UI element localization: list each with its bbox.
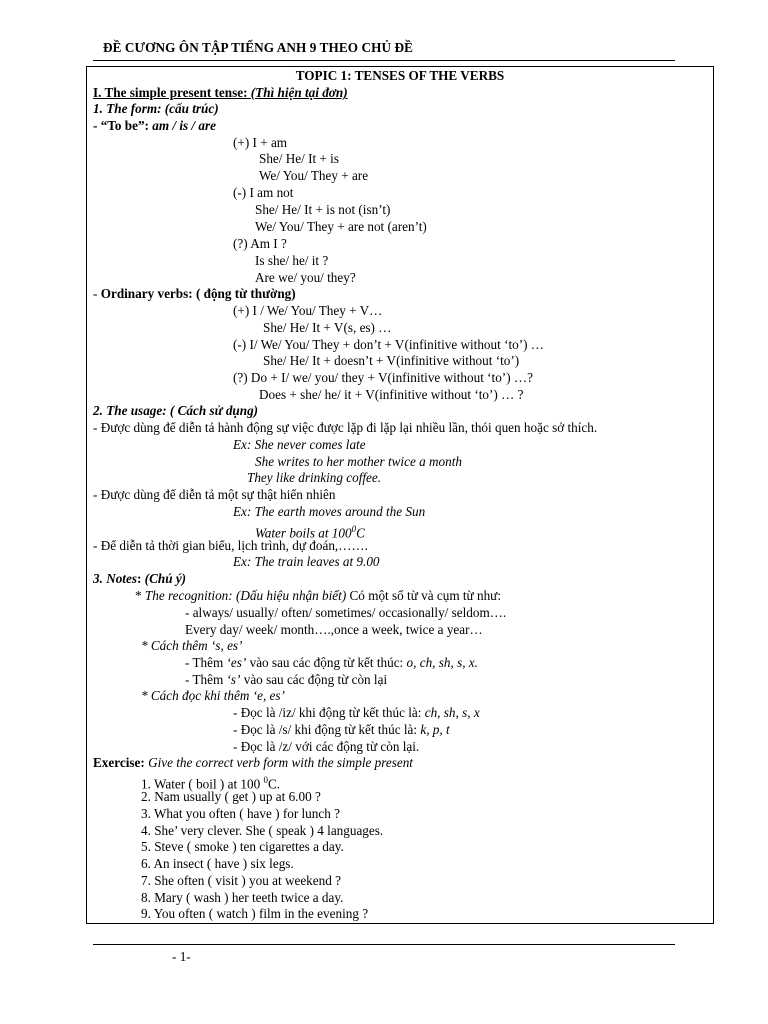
pronunciation-rule (233, 705, 480, 721)
rule-pre: - Thêm (185, 655, 227, 670)
ordinary-line: She/ He/ It + doesn’t + V(infinitive without ‘to’) (263, 353, 520, 368)
exercise-heading (93, 755, 413, 771)
ordinary-label (93, 286, 296, 302)
rule-pre: - Đọc là /s/ khi động từ kết thúc là: (233, 722, 421, 737)
exercise-item: 4. She’ very clever. She ( speak ) 4 languages. (141, 823, 384, 838)
tobe-line: She/ He/ It + is (259, 151, 339, 166)
usage-heading: 2. The usage: ( Cách sử dụng) (93, 403, 259, 418)
recognition-text: Có một số từ và cụm từ như: (346, 588, 501, 603)
ex-text: : The train leaves at 9.00 (246, 554, 380, 569)
ex-text: Water boils at 100 (255, 525, 352, 541)
usage-point-3: - Để diễn tả thời gian biểu, lịch trình, dự đoán,……. (93, 538, 368, 553)
tobe-forms: am / is / are (152, 118, 216, 133)
ex-prefix: Ex (233, 437, 247, 452)
ex-text: : She never comes late (246, 437, 366, 452)
notes-heading-text: 3. Notes (93, 571, 137, 586)
header-rule (93, 60, 675, 61)
exercise-item: 6. An insect ( have ) six legs. (141, 856, 294, 871)
usage-example (233, 437, 366, 453)
usage-example: She writes to her mother twice a month (255, 454, 462, 469)
rule-mid: vào sau các động từ kết thúc: (246, 655, 407, 670)
notes-heading (93, 571, 186, 587)
recognition-label: The recognition: (Dấu hiệu nhận biết) (144, 588, 347, 603)
exercise-item: 8. Mary ( wash ) her teeth twice a day. (141, 890, 344, 905)
tobe-label-text: - “To be”: (93, 118, 153, 133)
degree-sup: 0 (263, 775, 268, 785)
exercise-instruction: Give the correct verb form with the simple present (144, 755, 413, 770)
rule-pre: - Đọc là /iz/ khi động từ kết thúc là: (233, 705, 425, 720)
tobe-line: (-) I am not (233, 185, 294, 200)
topic-title: TOPIC 1: TENSES OF THE VERBS (295, 68, 505, 83)
recognition-line (135, 588, 501, 604)
exercise-item: 9. You often ( watch ) film in the evening ? (141, 906, 369, 921)
footer-rule (93, 944, 675, 945)
rule-endings: ch, sh, s, x (424, 705, 480, 720)
ordinary-line: Does + she/ he/ it + V(infinitive without ‘to’) … ? (259, 387, 524, 402)
form-heading: 1. The form: (cấu trúc) (93, 101, 219, 116)
degree-sup: 0 (351, 524, 357, 534)
tobe-line: Are we/ you/ they? (255, 270, 356, 285)
tobe-line: She/ He/ It + is not (isn’t) (255, 202, 391, 217)
pronunciation-rule (233, 722, 450, 738)
add-s-es-label: * Cách thêm ‘s, es’ (141, 638, 243, 653)
rule-suffix: ‘es’ (226, 655, 247, 670)
section1-heading (93, 85, 348, 101)
item-text: 1. Water ( boil ) at 100 (141, 776, 264, 792)
tobe-line: Is she/ he/ it ? (255, 253, 329, 268)
tobe-line: (?) Am I ? (233, 236, 287, 251)
ex-prefix: Ex (233, 554, 247, 569)
rule-endings: k, p, t (420, 722, 450, 737)
pronunciation-rule: - Đọc là /z/ với các động từ còn lại. (233, 739, 420, 754)
tobe-line: (+) I + am (233, 135, 288, 150)
exercise-item: 3. What you often ( have ) for lunch ? (141, 806, 340, 821)
section1-heading-vi: (Thì hiện tại đơn) (250, 85, 348, 100)
ordinary-line: (-) I/ We/ You/ They + don’t + V(infinitive without ‘to’) … (233, 337, 544, 352)
notes-heading-vi: (Chú ý) (144, 571, 187, 586)
exercise-item: 2. Nam usually ( get ) up at 6.00 ? (141, 789, 321, 804)
ordinary-label-text: Ordinary verbs: ( động từ thường) (100, 286, 296, 301)
exercise-item: 7. She often ( visit ) you at weekend ? (141, 873, 341, 888)
ordinary-line: She/ He/ It + V(s, es) … (263, 320, 392, 335)
usage-example: They like drinking coffee. (247, 470, 382, 485)
usage-point-1: - Được dùng để diễn tả hành động sự việc được lặp đi lặp lại nhiều lần, thói quen hoặc sở thích. (93, 420, 598, 435)
rule-pre: - Thêm (185, 672, 227, 687)
add-s-rule (185, 672, 387, 688)
rule-end: vào sau các động từ còn lại (240, 672, 388, 687)
tobe-label (93, 118, 216, 134)
ex-text: : The earth moves around the Sun (246, 504, 426, 519)
ordinary-line: (?) Do + I/ we/ you/ they + V(infinitive without ‘to’) …? (233, 370, 533, 385)
tobe-line: We/ You/ They + are (259, 168, 369, 183)
ordinary-dash: - (93, 286, 101, 301)
exercise-label: Exercise: (93, 755, 145, 770)
recognition-words: - always/ usually/ often/ sometimes/ occasionally/ seldom…. (185, 605, 507, 620)
page-header-title: ĐỀ CƯƠNG ÔN TẬP TIẾNG ANH 9 THEO CHỦ ĐỀ (103, 40, 414, 55)
rule-suffix: ‘s’ (226, 672, 241, 687)
rule-endings: o, ch, sh, s, x. (406, 655, 478, 670)
item-unit: C. (267, 776, 281, 792)
ex-unit: C (356, 525, 365, 541)
notes-colon: : (136, 571, 145, 586)
pronunciation-label: * Cách đọc khi thêm ‘e, es’ (141, 688, 285, 703)
ordinary-line: (+) I / We/ You/ They + V… (233, 303, 383, 318)
add-es-rule (185, 655, 478, 671)
page-number: - 1- (172, 949, 191, 964)
content-box (86, 66, 714, 924)
exercise-item: 5. Steve ( smoke ) ten cigarettes a day. (141, 839, 344, 854)
recognition-words: Every day/ week/ month….,once a week, twice a year… (185, 622, 483, 637)
usage-example (233, 504, 425, 520)
section1-heading-en: I. The simple present tense: (93, 85, 251, 100)
tobe-line: We/ You/ They + are not (aren’t) (255, 219, 427, 234)
usage-point-2: - Được dùng để diễn tả một sự thật hiển nhiên (93, 487, 336, 502)
ex-prefix: Ex (233, 504, 247, 519)
usage-example (233, 554, 380, 570)
star: * (135, 588, 145, 603)
